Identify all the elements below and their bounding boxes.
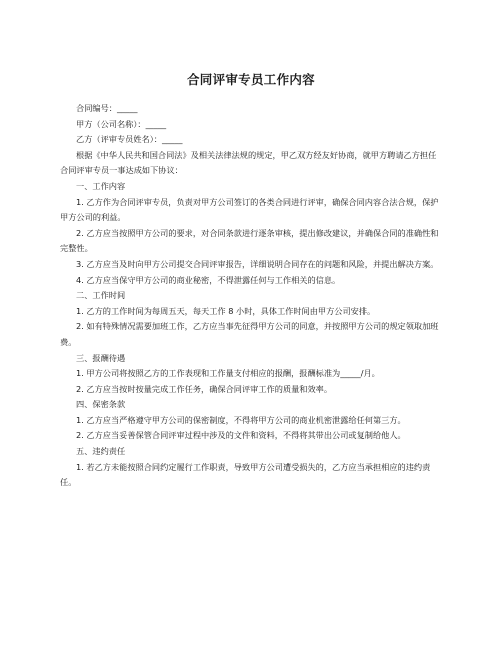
section-heading-pay: 三、报酬待遇: [76, 352, 126, 363]
pay-item-1: 1. 甲方公司将按照乙方的工作表现和工作量支付相应的报酬，报酬标准为_____/月。: [76, 368, 380, 379]
section-heading-work: 一、工作内容: [76, 180, 126, 191]
work-item-3: 3. 乙方应当及时向甲方公司提交合同评审报告，详细说明合同存在的问题和风险，并提出解决方案。: [76, 258, 439, 269]
hours-item-2: 2. 如有特殊情况需要加班工作，乙方应当事先征得甲方公司的同意，并按照甲方公司的规定领取加班费。: [60, 321, 439, 347]
pay-item-2: 2. 乙方应当按时按量完成工作任务，确保合同评审工作的质量和效率。: [76, 383, 333, 394]
section-heading-breach: 五、违约责任: [76, 446, 126, 457]
confidential-item-1: 1. 乙方应当严格遵守甲方公司的保密制度，不得将甲方公司的商业机密泄露给任何第三方。: [76, 414, 406, 425]
party-b-line: 乙方（评审专员姓名）：_____: [76, 134, 183, 145]
work-item-2: 2. 乙方应当按照甲方公司的要求，对合同条款进行逐条审核，提出修改建议，并确保合同的准确性和完整性。: [60, 227, 439, 254]
work-item-1: 1. 乙方作为合同评审专员，负责对甲方公司签订的各类合同进行评审，确保合同内容合法合规，保护甲方公司的利益。: [60, 196, 439, 223]
section-heading-confidential: 四、保密条款: [76, 399, 126, 410]
hours-item-1: 1. 乙方的工作时间为每周五天，每天工作 8 小时，具体工作时间由甲方公司安排。: [76, 305, 376, 316]
work-item-4: 4. 乙方应当保守甲方公司的商业秘密，不得泄露任何与工作相关的信息。: [76, 274, 341, 285]
document-title: 合同评审专员工作内容: [186, 72, 315, 87]
contract-number-line: 合同编号：_____: [76, 103, 138, 113]
breach-item-1: 1. 若乙方未能按照合同约定履行工作职责，导致甲方公司遭受损失的，乙方应当承担相应的违约责任。: [60, 461, 431, 488]
intro-paragraph: 根据《中华人民共和国合同法》及相关法律法规的规定，甲乙双方经友好协商，就甲方聘请乙方担任合同评审专员一事达成如下协议：: [60, 149, 437, 176]
section-heading-hours: 二、工作时间: [76, 290, 126, 301]
party-a-line: 甲方（公司名称）：_____: [76, 118, 167, 129]
confidential-item-2: 2. 乙方应当妥善保管合同评审过程中涉及的文件和资料，不得将其带出公司或复制给他人。: [76, 430, 406, 441]
